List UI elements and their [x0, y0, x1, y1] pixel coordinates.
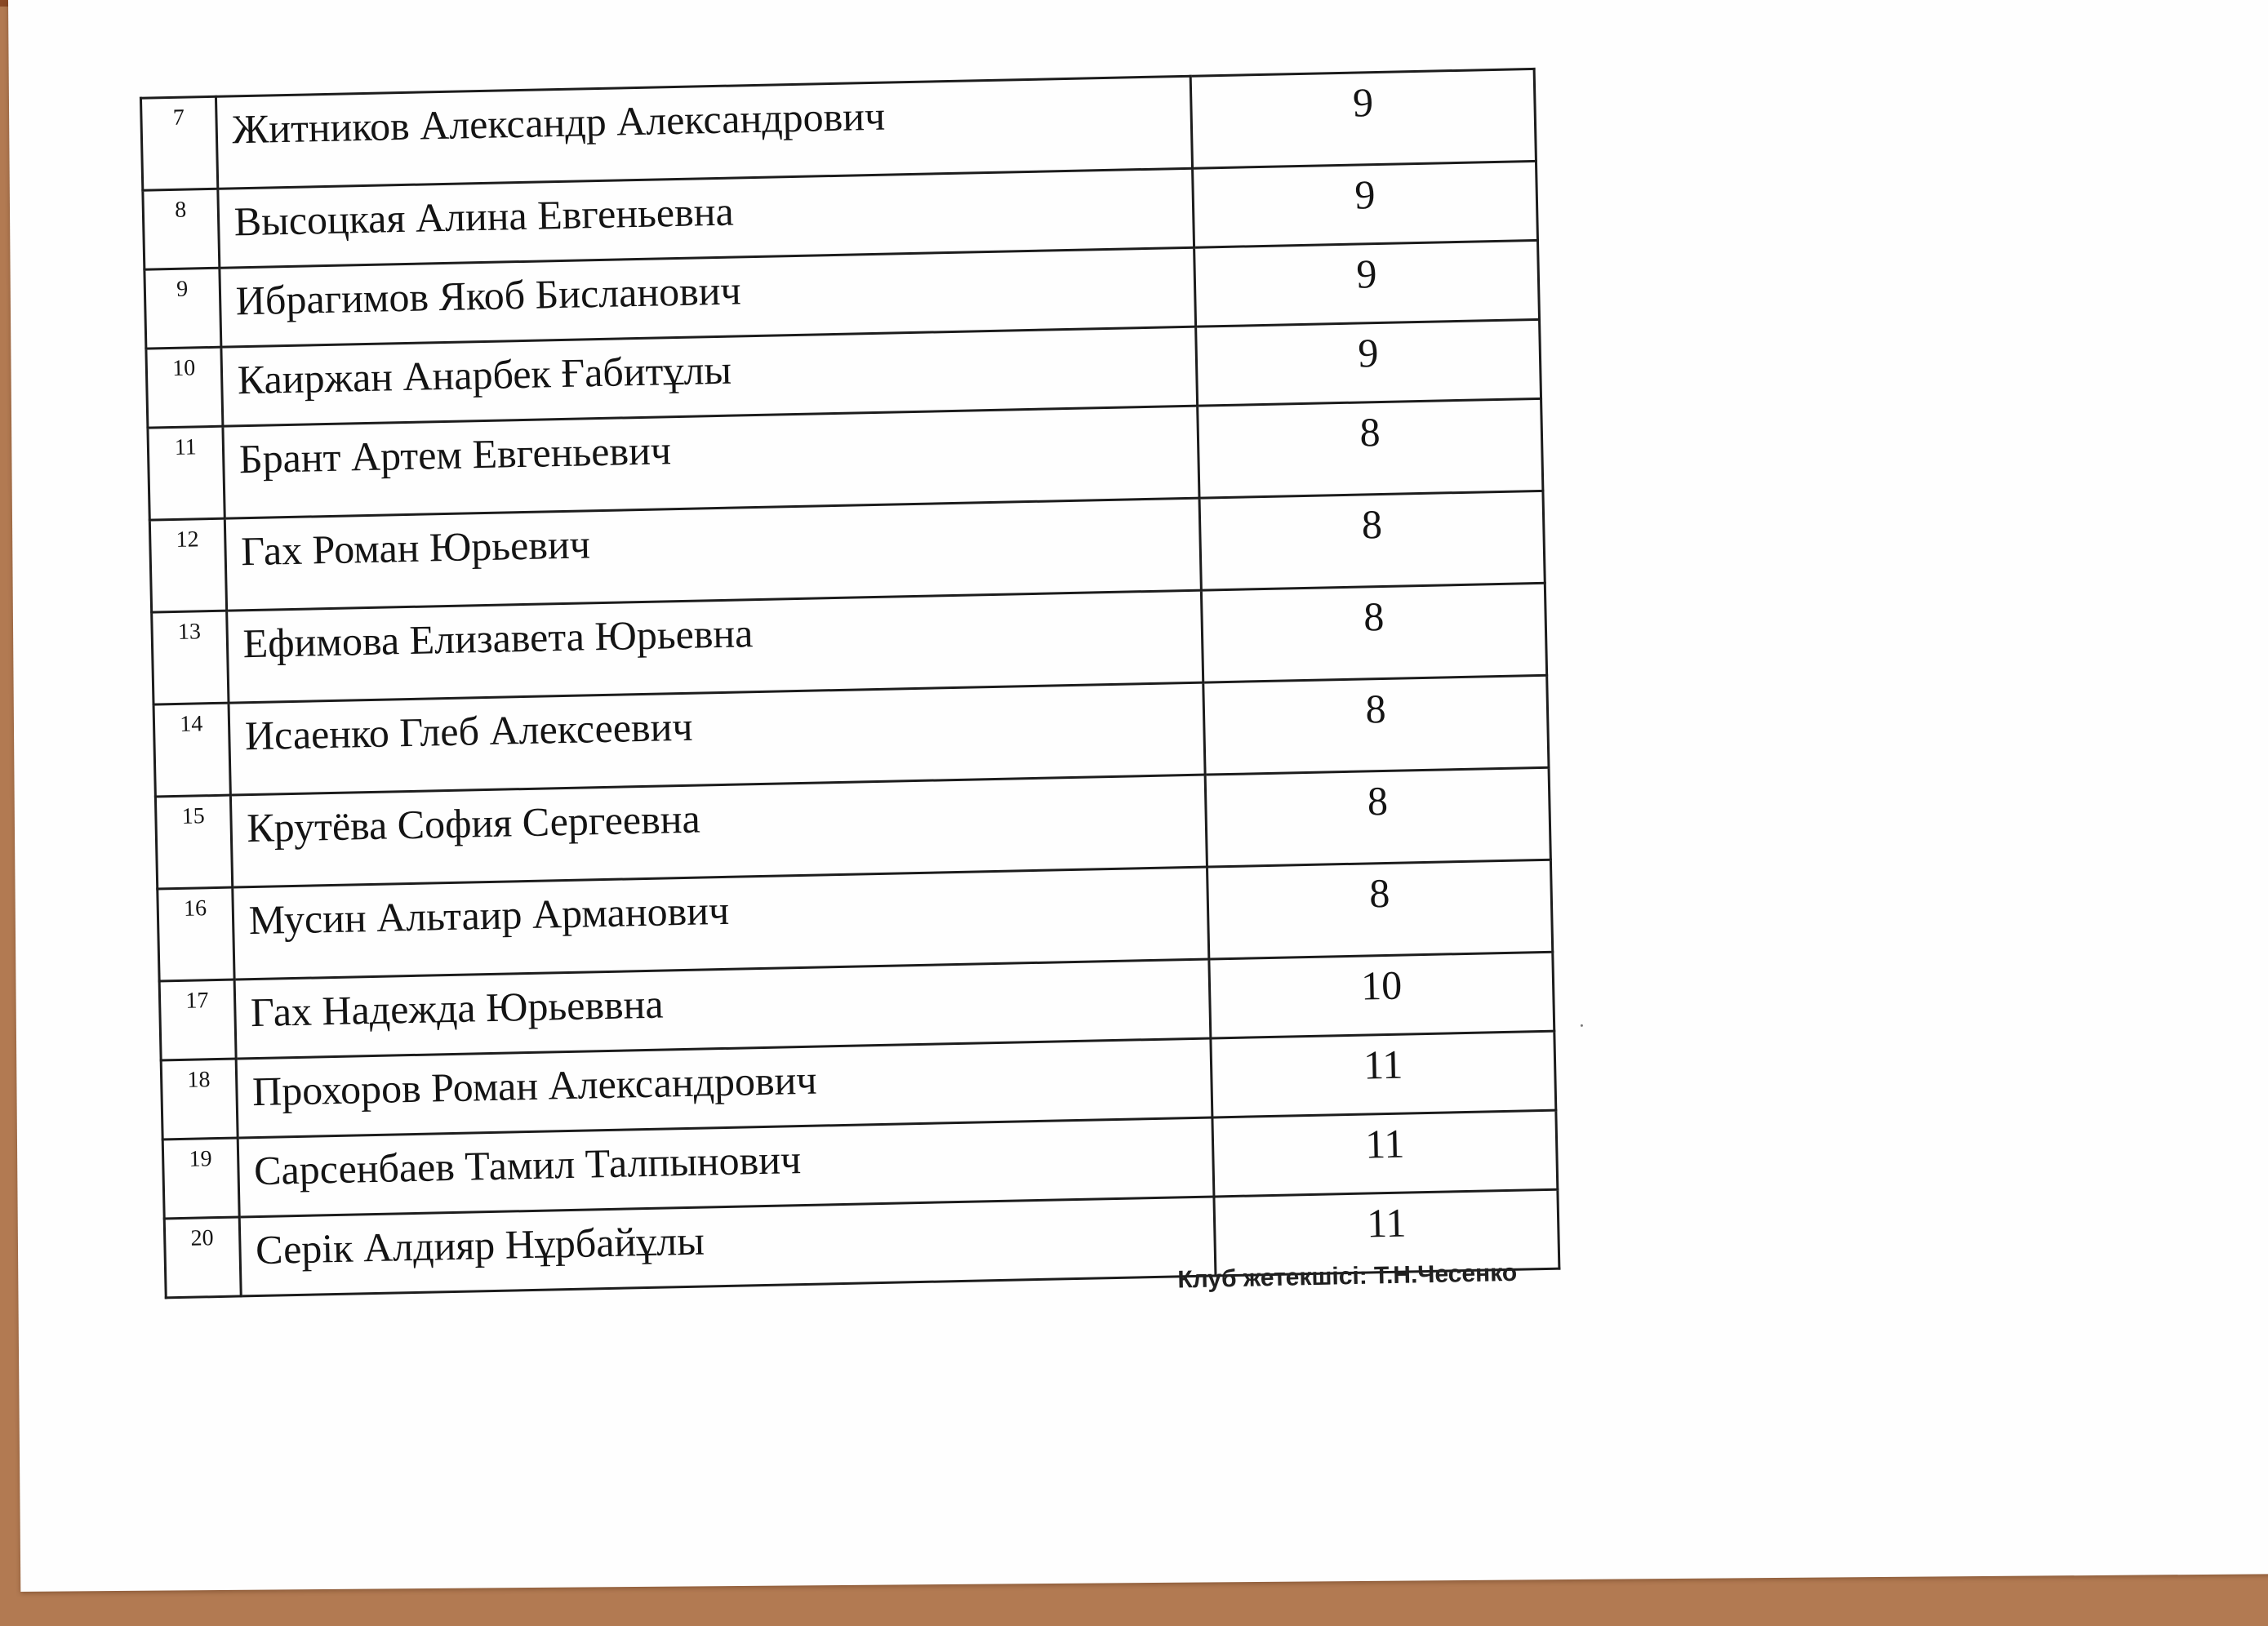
roster-table-wrapper: [140, 68, 1560, 1299]
grade-value: 11: [1212, 1110, 1558, 1197]
student-name: Мусин Альтаир Арманович: [232, 867, 1209, 980]
row-number: 8: [143, 189, 220, 269]
row-number: 16: [158, 887, 234, 981]
grade-value: 8: [1207, 860, 1553, 959]
row-number: 17: [159, 980, 236, 1060]
grade-value: 11: [1211, 1031, 1556, 1117]
student-name: Серік Алдияр Нұрбайұлы: [239, 1197, 1216, 1296]
student-name: Прохоров Роман Александрович: [236, 1038, 1212, 1138]
student-name: Брант Артем Евгеньевич: [223, 406, 1200, 518]
row-number: 18: [161, 1059, 238, 1140]
grade-value: 8: [1199, 491, 1545, 590]
student-name: Высоцкая Алина Евгеньевна: [217, 168, 1194, 268]
student-name: Гах Роман Юрьевич: [225, 498, 1202, 611]
grade-value: 9: [1194, 240, 1540, 327]
roster-table: [140, 68, 1560, 1299]
row-number: 7: [140, 96, 217, 190]
row-number: 10: [146, 347, 223, 428]
student-name: Ибрагимов Якоб Бисланович: [219, 247, 1195, 347]
paper-sheet: [8, 0, 2268, 1592]
speck-mark: [1581, 1024, 1583, 1027]
grade-value: 8: [1198, 398, 1543, 498]
row-number: 15: [155, 795, 232, 889]
row-number: 20: [164, 1217, 241, 1298]
student-name: Исаенко Глеб Алексеевич: [229, 682, 1206, 795]
row-number: 12: [149, 518, 226, 612]
row-number: 19: [162, 1138, 239, 1219]
grade-value: 9: [1193, 161, 1538, 247]
row-number: 9: [145, 268, 221, 349]
student-name: Каиржан Анарбек Ғабитұлы: [221, 327, 1198, 426]
grade-value: 8: [1205, 767, 1550, 867]
grade-value: 9: [1196, 319, 1541, 406]
grade-value: 8: [1202, 583, 1547, 682]
row-number: 14: [153, 703, 230, 797]
student-name: Ефимова Елизавета Юрьевна: [226, 590, 1203, 703]
student-name: Житников Александр Александрович: [216, 76, 1193, 189]
grade-value: 8: [1203, 675, 1549, 775]
student-name: Сарсенбаев Тамил Талпынович: [238, 1117, 1214, 1217]
student-name: Крутёва София Сергеевна: [230, 775, 1207, 887]
row-number: 11: [148, 426, 225, 520]
row-number: 13: [152, 611, 229, 704]
grade-value: 9: [1190, 69, 1536, 168]
club-leader-signature-line: Клуб жетекшісі: Т.Н.Чесенко: [1177, 1259, 1518, 1294]
grade-value: 10: [1209, 952, 1554, 1038]
student-name: Гах Надежда Юрьеввна: [234, 959, 1211, 1059]
grade-value: 11: [1214, 1189, 1559, 1276]
